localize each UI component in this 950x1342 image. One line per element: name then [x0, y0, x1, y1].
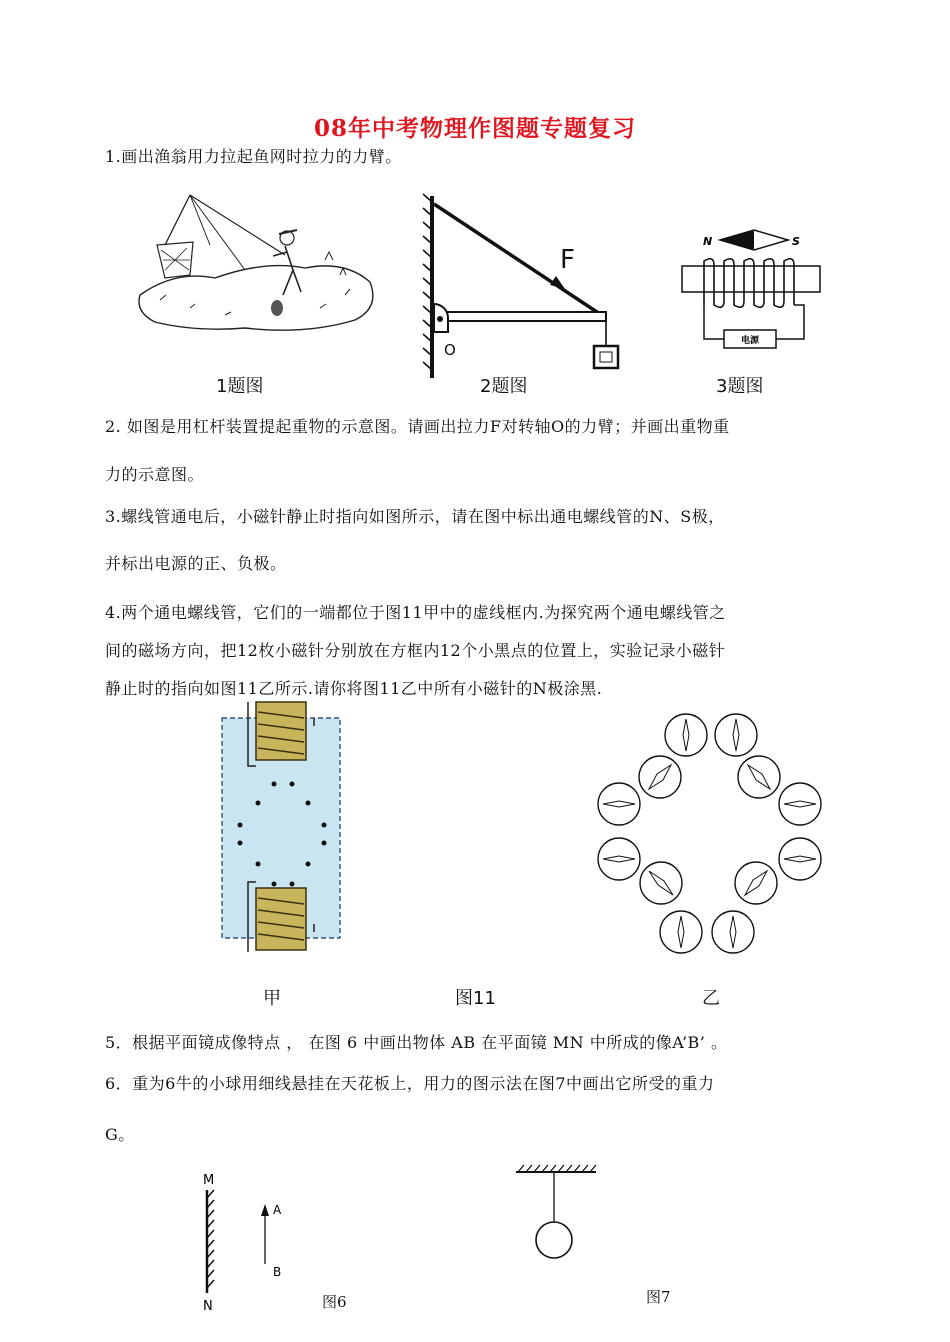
- figure-2-caption: 2题图: [480, 376, 528, 397]
- question-4-line1: 4.两个通电螺线管，它们的一端都位于图11甲中的虚线框内.为探究两个通电螺线管之: [105, 603, 726, 622]
- solenoid-compass-figure: [676, 225, 826, 365]
- object-a-label: A: [273, 1203, 282, 1217]
- mirror-n-label: N: [203, 1299, 213, 1314]
- lever-pivot-label: O: [444, 341, 456, 359]
- question-6-line1: 6．重为6牛的小球用细线悬挂在天花板上，用力的图示法在图7中画出它所受的重力: [105, 1074, 715, 1093]
- question-3-line2: 并标出电源的正、负极。: [105, 554, 287, 573]
- figure-7-caption: 图7: [646, 1288, 671, 1306]
- question-5: 5．根据平面镜成像特点 ， 在图 6 中画出物体 AB 在平面镜 MN 中所成的像A’B’ 。: [105, 1033, 728, 1052]
- question-4-line2: 间的磁场方向，把12枚小磁针分别放在方框内12个小黑点的位置上，实验记录小磁针: [105, 641, 726, 660]
- question-2-line2: 力的示意图。: [105, 465, 205, 484]
- lever-force-label: F: [560, 245, 575, 275]
- plane-mirror-figure: [195, 1168, 305, 1318]
- mirror-m-label: M: [203, 1173, 215, 1188]
- figure-11-yi-label: 乙: [702, 988, 720, 1009]
- page-title: 08年中考物理作图题专题复习: [313, 115, 636, 142]
- figure-1-caption: 1题图: [216, 376, 264, 397]
- compass-ring-figure: [590, 703, 830, 963]
- hanging-ball-figure: [510, 1160, 610, 1270]
- question-4-line3: 静止时的指向如图11乙所示.请你将图11乙中所有小磁针的N极涂黑.: [105, 679, 603, 698]
- question-1: 1.画出渔翁用力拉起鱼网时拉力的力臂。: [105, 147, 402, 166]
- power-source-label: 电源: [740, 336, 760, 346]
- figure-11-jia-label: 甲: [263, 988, 281, 1009]
- question-6-line2: G。: [105, 1125, 135, 1144]
- fisherman-figure: [135, 190, 385, 340]
- lever-figure: [410, 192, 630, 382]
- object-b-label: B: [273, 1265, 282, 1279]
- question-2-line1: 2. 如图是用杠杆装置提起重物的示意图。请画出拉力F对转轴O的力臂；并画出重物重: [105, 417, 730, 436]
- figure-3-caption: 3题图: [716, 376, 764, 397]
- compass-south-label: S: [792, 235, 800, 248]
- two-solenoids-figure: [218, 700, 348, 960]
- question-3-line1: 3.螺线管通电后，小磁针静止时指向如图所示，请在图中标出通电螺线管的N、S极，: [105, 507, 725, 526]
- figure-11-title: 图11: [455, 988, 496, 1009]
- compass-north-label: N: [703, 235, 713, 248]
- figure-6-caption: 图6: [322, 1293, 347, 1311]
